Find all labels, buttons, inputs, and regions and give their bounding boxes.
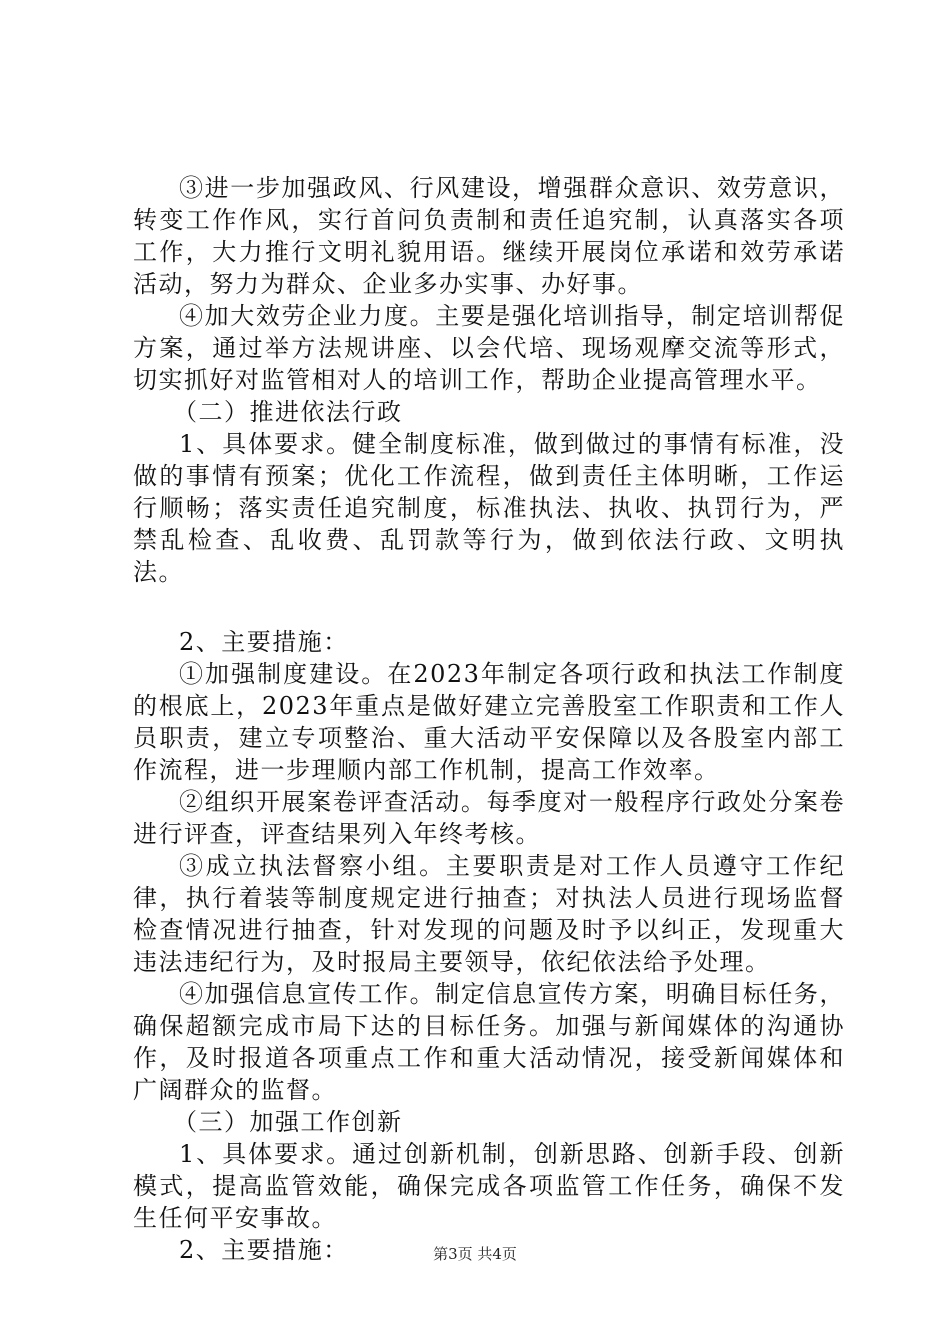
paragraph-publicity: ④加强信息宣传工作。制定信息宣传方案，明确目标任务，确保超额完成市局下达的目标任务。加强与新闻媒体的沟通协作，及时报道各项重点工作和重大活动情况，接受新闻媒体和广阔群众的监督。 <box>133 980 845 1104</box>
paragraph-service: ④加大效劳企业力度。主要是强化培训指导，制定培训帮促方案，通过举方法规讲座、以会代培、现场观摩交流等形式，切实抓好对监管相对人的培训工作，帮助企业提高管理水平。 <box>133 302 845 394</box>
paragraph-requirements-2: 1、具体要求。健全制度标准，做到做过的事情有标准，没做的事情有预案；优化工作流程，做到责任主体明晰，工作运行顺畅；落实责任追究制度，标准执法、执收、执罚行为，严禁乱检查、乱收费、乱罚款等行为，做到依法行政、文明执法。 <box>133 430 845 586</box>
section-heading-3: （三）加强工作创新 <box>173 1108 403 1136</box>
paragraph-requirements-3: 1、具体要求。通过创新机制，创新思路、创新手段、创新模式，提高监管效能，确保完成各项监管工作任务，确保不发生任何平安事故。 <box>133 1140 845 1232</box>
section-heading-2: （二）推进依法行政 <box>173 398 403 426</box>
paragraph-measures-3: 2、主要措施： <box>179 1236 349 1264</box>
document-body <box>133 172 845 1266</box>
paragraph-conduct: ③进一步加强政风、行风建设，增强群众意识、效劳意识，转变工作作风，实行首问负责制和责任追究制，认真落实各项工作，大力推行文明礼貌用语。继续开展岗位承诺和效劳承诺活动，努力为群众、企业多办实事、办好事。 <box>133 174 845 298</box>
paragraph-measures-2: 2、主要措施： <box>179 628 349 656</box>
paragraph-inspection-team: ③成立执法督察小组。主要职责是对工作人员遵守工作纪律，执行着装等制度规定进行抽查；对执法人员进行现场监督检查情况进行抽查，针对发现的问题及时予以纠正，发现重大违法违纪行为，及时报局主要领导，依纪依法给予处理。 <box>133 852 845 976</box>
paragraph-case-review: ②组织开展案卷评查活动。每季度对一般程序行政处分案卷进行评查，评查结果列入年终考核。 <box>133 788 845 848</box>
paragraph-system-building: ①加强制度建设。在2023年制定各项行政和执法工作制度的根底上，2023年重点是做好建立完善股室工作职责和工作人员职责，建立专项整治、重大活动平安保障以及各股室内部工作流程，进一步理顺内部工作机制，提高工作效率。 <box>133 660 845 784</box>
paragraph-gap <box>133 588 845 626</box>
page-number-footer: 第3页 共4页 <box>433 1245 517 1263</box>
